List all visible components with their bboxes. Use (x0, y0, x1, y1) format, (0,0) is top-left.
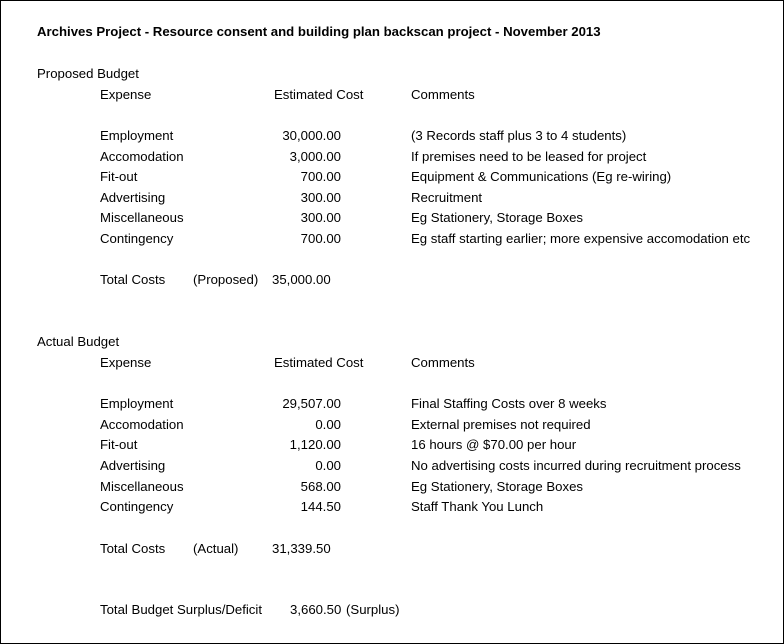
proposed-row-cost: 700.00 (300, 169, 341, 184)
actual-row-expense: Advertising (100, 458, 166, 473)
actual-row-comment: Final Staffing Costs over 8 weeks (411, 396, 607, 411)
proposed-col-expense: Expense (100, 87, 152, 102)
actual-row-comment: No advertising costs incurred during recruitment process (411, 458, 741, 473)
document-title: Archives Project - Resource consent and building plan backscan project - November 2013 (37, 24, 601, 39)
proposed-col-comments: Comments (411, 87, 475, 102)
proposed-col-cost: Estimated Cost (274, 87, 364, 102)
actual-row-cost: 29,507.00 (282, 396, 341, 411)
actual-row-comment: Eg Stationery, Storage Boxes (411, 479, 584, 494)
proposed-total-value: 35,000.00 (272, 272, 331, 287)
proposed-row-cost: 300.00 (300, 190, 341, 205)
surplus-qualifier: (Surplus) (346, 602, 400, 617)
proposed-row-expense: Accomodation (100, 149, 184, 164)
actual-row-cost: 1,120.00 (289, 437, 341, 452)
actual-row-comment: 16 hours @ $70.00 per hour (411, 437, 577, 452)
actual-row-expense: Contingency (100, 499, 174, 514)
proposed-row-expense: Fit-out (100, 169, 138, 184)
actual-row-cost: 0.00 (315, 417, 341, 432)
proposed-row-cost: 700.00 (300, 231, 341, 246)
actual-row-comment: External premises not required (411, 417, 591, 432)
actual-row-cost: 568.00 (300, 479, 341, 494)
actual-budget-heading: Actual Budget (37, 334, 120, 349)
proposed-row-cost: 3,000.00 (289, 149, 341, 164)
actual-col-cost: Estimated Cost (274, 355, 364, 370)
proposed-row-cost: 30,000.00 (282, 128, 341, 143)
proposed-budget-heading: Proposed Budget (37, 66, 139, 81)
actual-row-cost: 0.00 (315, 458, 341, 473)
actual-row-expense: Employment (100, 396, 174, 411)
surplus-value: 3,660.50 (290, 602, 342, 617)
proposed-row-comment: Eg staff starting earlier; more expensive accomodation etc (411, 231, 751, 246)
actual-total-value: 31,339.50 (272, 541, 331, 556)
actual-row-cost: 144.50 (300, 499, 341, 514)
proposed-row-comment: (3 Records staff plus 3 to 4 students) (411, 128, 627, 143)
proposed-row-comment: Equipment & Communications (Eg re-wiring) (411, 169, 672, 184)
proposed-row-comment: Recruitment (411, 190, 483, 205)
proposed-row-expense: Miscellaneous (100, 210, 184, 225)
actual-row-expense: Miscellaneous (100, 479, 184, 494)
proposed-row-comment: If premises need to be leased for project (411, 149, 647, 164)
actual-total-label: Total Costs (100, 541, 166, 556)
actual-col-comments: Comments (411, 355, 475, 370)
proposed-row-expense: Contingency (100, 231, 174, 246)
proposed-row-cost: 300.00 (300, 210, 341, 225)
actual-row-expense: Fit-out (100, 437, 138, 452)
proposed-total-qualifier: (Proposed) (193, 272, 259, 287)
surplus-label: Total Budget Surplus/Deficit (100, 602, 262, 617)
actual-row-expense: Accomodation (100, 417, 184, 432)
proposed-row-expense: Employment (100, 128, 174, 143)
actual-col-expense: Expense (100, 355, 152, 370)
actual-row-comment: Staff Thank You Lunch (411, 499, 544, 514)
actual-total-qualifier: (Actual) (193, 541, 239, 556)
proposed-row-expense: Advertising (100, 190, 166, 205)
proposed-row-comment: Eg Stationery, Storage Boxes (411, 210, 584, 225)
proposed-total-label: Total Costs (100, 272, 166, 287)
